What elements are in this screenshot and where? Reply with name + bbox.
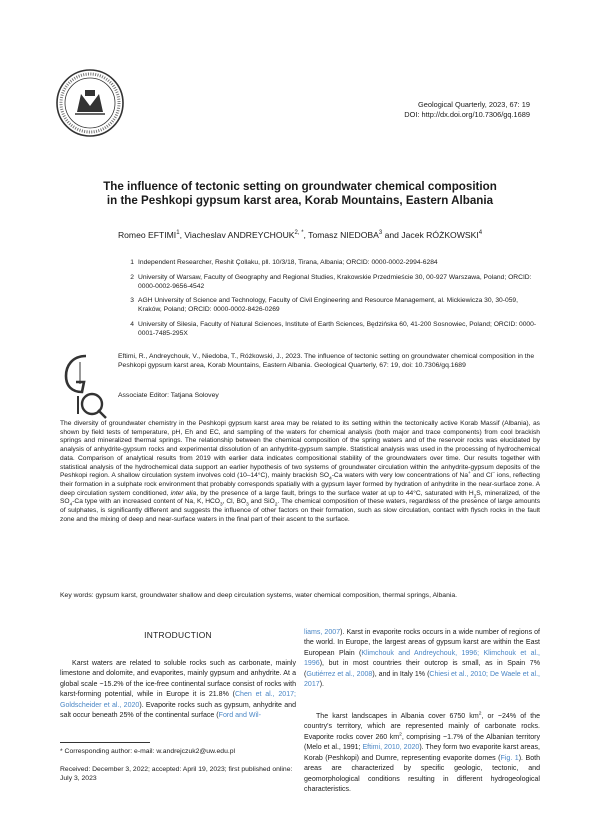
affiliation-2 bbox=[130, 273, 540, 291]
affiliation-4 bbox=[130, 320, 540, 338]
affiliation-text: University of Silesia, Faculty of Natural Sciences, Institute of Earth Sciences, Będzińska 60, 41-200 Sosnowiec, Poland; ORCID: 0000-0001-7485-295X bbox=[138, 321, 537, 337]
affiliation-3 bbox=[130, 296, 540, 314]
paper-title bbox=[60, 180, 540, 208]
citation-link[interactable]: Gutiérrez et al., 2008 bbox=[306, 670, 373, 678]
title-line-1: The influence of tectonic setting on groundwater chemical composition bbox=[103, 180, 497, 193]
author-sep: , bbox=[179, 230, 185, 240]
citation-link[interactable]: Chiesi et al., 2010; De Waele et al., 2017 bbox=[304, 670, 541, 689]
affiliation-number: 4 bbox=[130, 321, 134, 328]
author-sep: , bbox=[303, 230, 309, 240]
citation-link[interactable]: Eftimi, 2010, 2020 bbox=[362, 744, 420, 752]
author-4-affil: 4 bbox=[478, 230, 483, 237]
section-heading-introduction: INTRODUCTION bbox=[144, 630, 212, 640]
affiliation-number: 2 bbox=[130, 274, 134, 281]
affiliation-text: AGH University of Science and Technology, Faculty of Civil Engineering and Resource Management, al. Mickiewicza 30, 30-059, Kraków, Poland; ORCID: 0000-0002-8426-0269 bbox=[138, 297, 519, 313]
footnote-divider bbox=[60, 742, 150, 743]
journal-reference bbox=[404, 100, 530, 120]
gq-mark-icon bbox=[58, 352, 118, 422]
intro-paragraph-left: Karst waters are related to soluble rocks such as carbonate, mainly limestone and dolomite, and evaporites, mainly gypsum and anhydrite. At a global scale ~15.2% of the ice-free continental surface consist of rocks with karst-forming potential, while in Europe it is 21.8% (Chen et al., 2017; Goldscheider et al., 2020). Evaporite rocks such as gypsum, anhydrite and salt occur beneath 25% of the continental surface (Ford and Wil- bbox=[60, 660, 296, 720]
author-3: Tomasz NIEDOBA bbox=[308, 230, 379, 240]
citation-block: Eftimi, R., Andreychouk, V., Niedoba, T., Różkowski, J., 2023. The influence of tectonic setting on groundwater chemical composition in the Peshkopi gypsum karst area, Korab Mountains, Eastern Albania. Geological Quarterly, 67: 19, doi: 10.7306/gq.1689 bbox=[118, 353, 535, 369]
citation-link[interactable]: liams, 2007 bbox=[304, 629, 341, 636]
author-2-affil: 2, * bbox=[294, 230, 304, 237]
author-1: Romeo EFTIMI bbox=[117, 230, 177, 240]
journal-logo bbox=[55, 68, 125, 138]
affiliation-number: 1 bbox=[130, 259, 134, 266]
figure-link[interactable]: Fig. 1 bbox=[500, 754, 519, 762]
corresponding-author-note: * Corresponding author: e-mail: w.andrejczuk2@uw.edu.pl bbox=[60, 748, 236, 755]
author-4: Jacek RÓŻKOWSKI bbox=[401, 230, 479, 240]
author-1-affil: 1 bbox=[176, 230, 180, 237]
abstract: The diversity of groundwater chemistry in the Peshkopi gypsum karst area may be related to its setting within the tectonically active Korab Massif (Albania), as shown by field tests of temperature, pH, Eh and EC, and sampling of the waters for chemical analysis (both major and trace components) from cool brackish springs and mineralized thermal springs. The relationship between the chemical composition of the spring waters and of the reservoir rocks was elucidated by analysis of anhydrite-gypsum rocks and experimental dissolution of an anhydrite-gypsum sample. Statistical analysis was used in the processing of hydrochemical data. Comparison of analytical results from 2019 with earlier data indicates compositional stability of the groundwaters over time. Our results together with statistical analysis of the hydrochemical data support an earlier hypothesis of two systems of groundwater circulation within the anhydrite-gypsum deposits of the Peshkopi region. A shallow circulation system involves cold (10–14°C), mainly brackish $SO_4-Ca$ waters with very low concentrations of Na+ and Cl– ions, reflecting their formation in a sulphate rock environment that probably corresponds spatially with a gypsum layer formed by hydration of anhydrite in the near-surface zone. A deep circulation system conditioned, inter alia, by the presence of a large fault, brings to the surface water at up to 44°C, saturated with $H_2S$, mineralized, of the $SO_4-Ca$ type with an increased content of Na, K, $HCO_3$, Cl, $BO_3$ and SiO$_2$. The chemical composition of these waters, regardless of the presence of large amounts of sulphates, is significantly different and suggests the influence of other factors on their formation, such as slow circulation, contact with flysch rocks in the fault zone and the mixing of deep and near-surface waters in the final part of their ascent to the surface. bbox=[60, 420, 541, 523]
citation-link[interactable]: Ford and Wil- bbox=[218, 712, 261, 720]
affiliation-text: University of Warsaw, Faculty of Geography and Regional Studies, Krakowskie Przedmieście 30, 00-927 Warszawa, Poland; ORCID: 0000-0002-9656-4542 bbox=[138, 274, 532, 290]
publication-dates: Received: December 3, 2022; accepted: April 19, 2023; first published online: July 3, 2023 bbox=[60, 766, 293, 782]
author-3-affil: 3 bbox=[378, 230, 383, 237]
citation-link[interactable]: Chen et al., 2017; Goldscheider et al., 2020 bbox=[60, 691, 296, 709]
doi-link[interactable]: DOI: http://dx.doi.org/10.7306/gq.1689 bbox=[404, 110, 530, 119]
intro-paragraph-right-2: The karst landscapes in Albania cover 6750 $km^2$, or ~24% of the country's territory, which are represented mainly of carbonate rocks. Evaporite rocks cover 260 $km^2$, comprising ~1.7% of the Albanian territory (Melo et al., 1991; Eftimi, 2010, 2020). They form two evaporite karst areas, Korab (Peshkopi) and Dumre, representing evaporite domes (Fig. 1). Both areas are characterized by specific geologic, tectonic, and geomorphological conditions resulting in different hydrogeological characteristics. bbox=[304, 711, 541, 794]
author-list bbox=[60, 230, 540, 241]
affiliation-1 bbox=[130, 258, 540, 267]
affiliation-number: 3 bbox=[130, 297, 134, 304]
keywords: Key words: gypsum karst, groundwater shallow and deep circulation systems, water chemical composition, thermal springs, Albania. bbox=[60, 592, 458, 599]
title-line-2: in the Peshkopi gypsum karst area, Korab Mountains, Eastern Albania bbox=[106, 194, 494, 207]
associate-editor: Associate Editor: Tatjana Solovey bbox=[118, 392, 219, 399]
citation-link[interactable]: Klimchouk and Andreychouk, 1996; Klimchouk et al., 1996 bbox=[304, 649, 540, 668]
author-and: and bbox=[382, 230, 402, 240]
journal-issue: Geological Quarterly, 2023, 67: 19 bbox=[417, 100, 530, 109]
intro-paragraph-right-1: liams, 2007). Karst in evaporite rocks occurs in a wide number of regions of the world. In Europe, the largest areas of gypsum karst are within the East European Plain (Klimchouk and Andreychouk, 1996; Klimchouk et al., 1996), but in most countries their outcrop is small, as in Spain 7% (Gutiérrez et al., 2008), and in Italy 1% (Chiesi et al., 2010; De Waele et al., 2017). bbox=[304, 629, 541, 689]
author-2: Viacheslav ANDREYCHOUK bbox=[184, 230, 295, 240]
affiliation-text: Independent Researcher, Reshit Çollaku, pll. 10/3/18, Tirana, Albania; ORCID: 0000-0002-2994-6284 bbox=[138, 259, 438, 266]
